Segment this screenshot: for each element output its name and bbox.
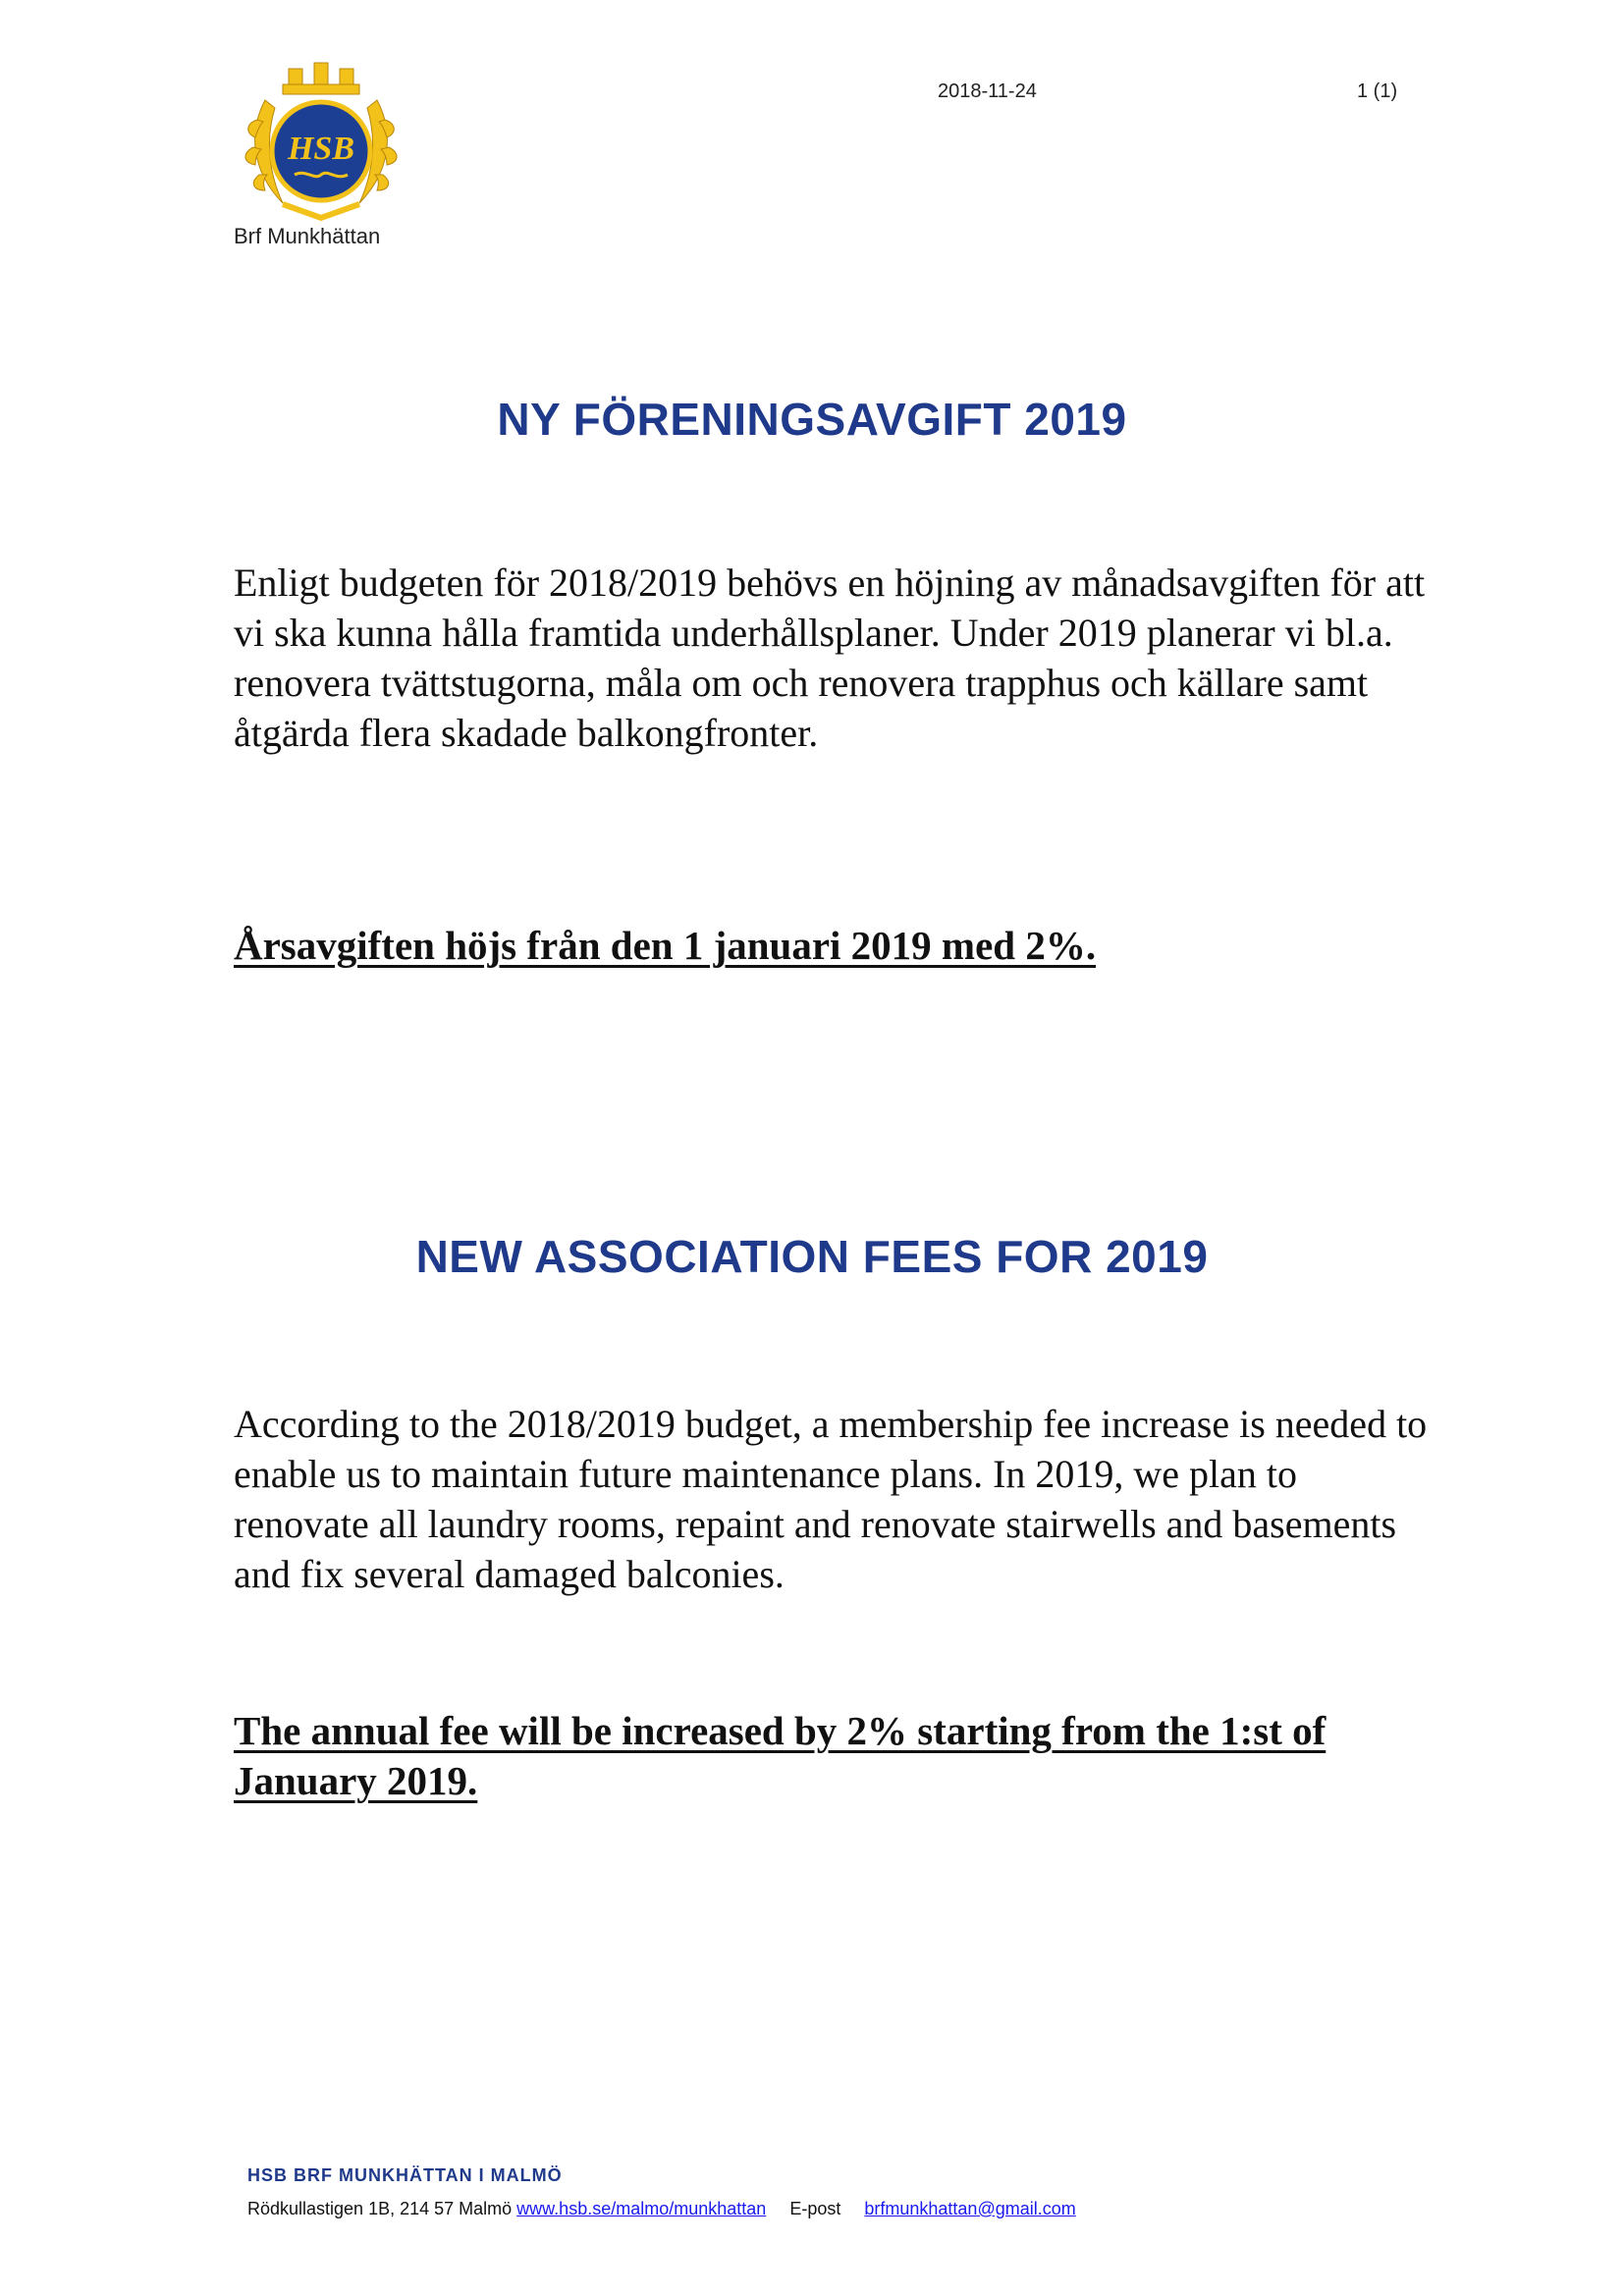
footer-email-link[interactable]: brfmunkhattan@gmail.com bbox=[864, 2199, 1076, 2218]
english-heading: NEW ASSOCIATION FEES FOR 2019 bbox=[415, 1231, 1209, 1282]
footer-title: HSB BRF MUNKHÄTTAN I MALMÖ bbox=[247, 2165, 563, 2185]
english-paragraph: According to the 2018/2019 budget, a membership fee increase is needed to enable us to maintain future maintenance plans. In 2019, we plan to renovate all laundry rooms, repaint and renovate stairwells and basements and fix several damaged balconies. bbox=[234, 1402, 1428, 1596]
logo-text: HSB bbox=[287, 131, 355, 167]
swedish-heading: NY FÖRENINGSAVGIFT 2019 bbox=[497, 394, 1127, 445]
footer-email-label: E-post bbox=[789, 2199, 841, 2218]
swedish-fee-notice: Årsavgiften höjs från den 1 januari 2019 med 2%. bbox=[234, 923, 1097, 968]
hsb-logo bbox=[244, 61, 399, 223]
page-number: 1 (1) bbox=[1357, 80, 1398, 102]
english-fee-notice: The annual fee will be increased by 2% starting from the 1:st of January 2019. bbox=[234, 1708, 1326, 1803]
swedish-paragraph: Enligt budgeten för 2018/2019 behövs en höjning av månadsavgiften för att vi ska kunna hålla framtida underhållsplaner. Under 2019 planerar vi bl.a. renovera tvättstugorna, måla om och renovera trapphus och källare samt åtgärda flera skadade balkongfronter. bbox=[234, 561, 1426, 755]
footer-contact-line bbox=[247, 2199, 1076, 2219]
organization-name: Brf Munkhättan bbox=[234, 224, 381, 248]
footer-website-link[interactable]: www.hsb.se/malmo/munkhattan bbox=[516, 2199, 767, 2218]
document-date: 2018-11-24 bbox=[938, 80, 1037, 102]
footer-address: Rödkullastigen 1B, 214 57 Malmö bbox=[247, 2199, 513, 2218]
